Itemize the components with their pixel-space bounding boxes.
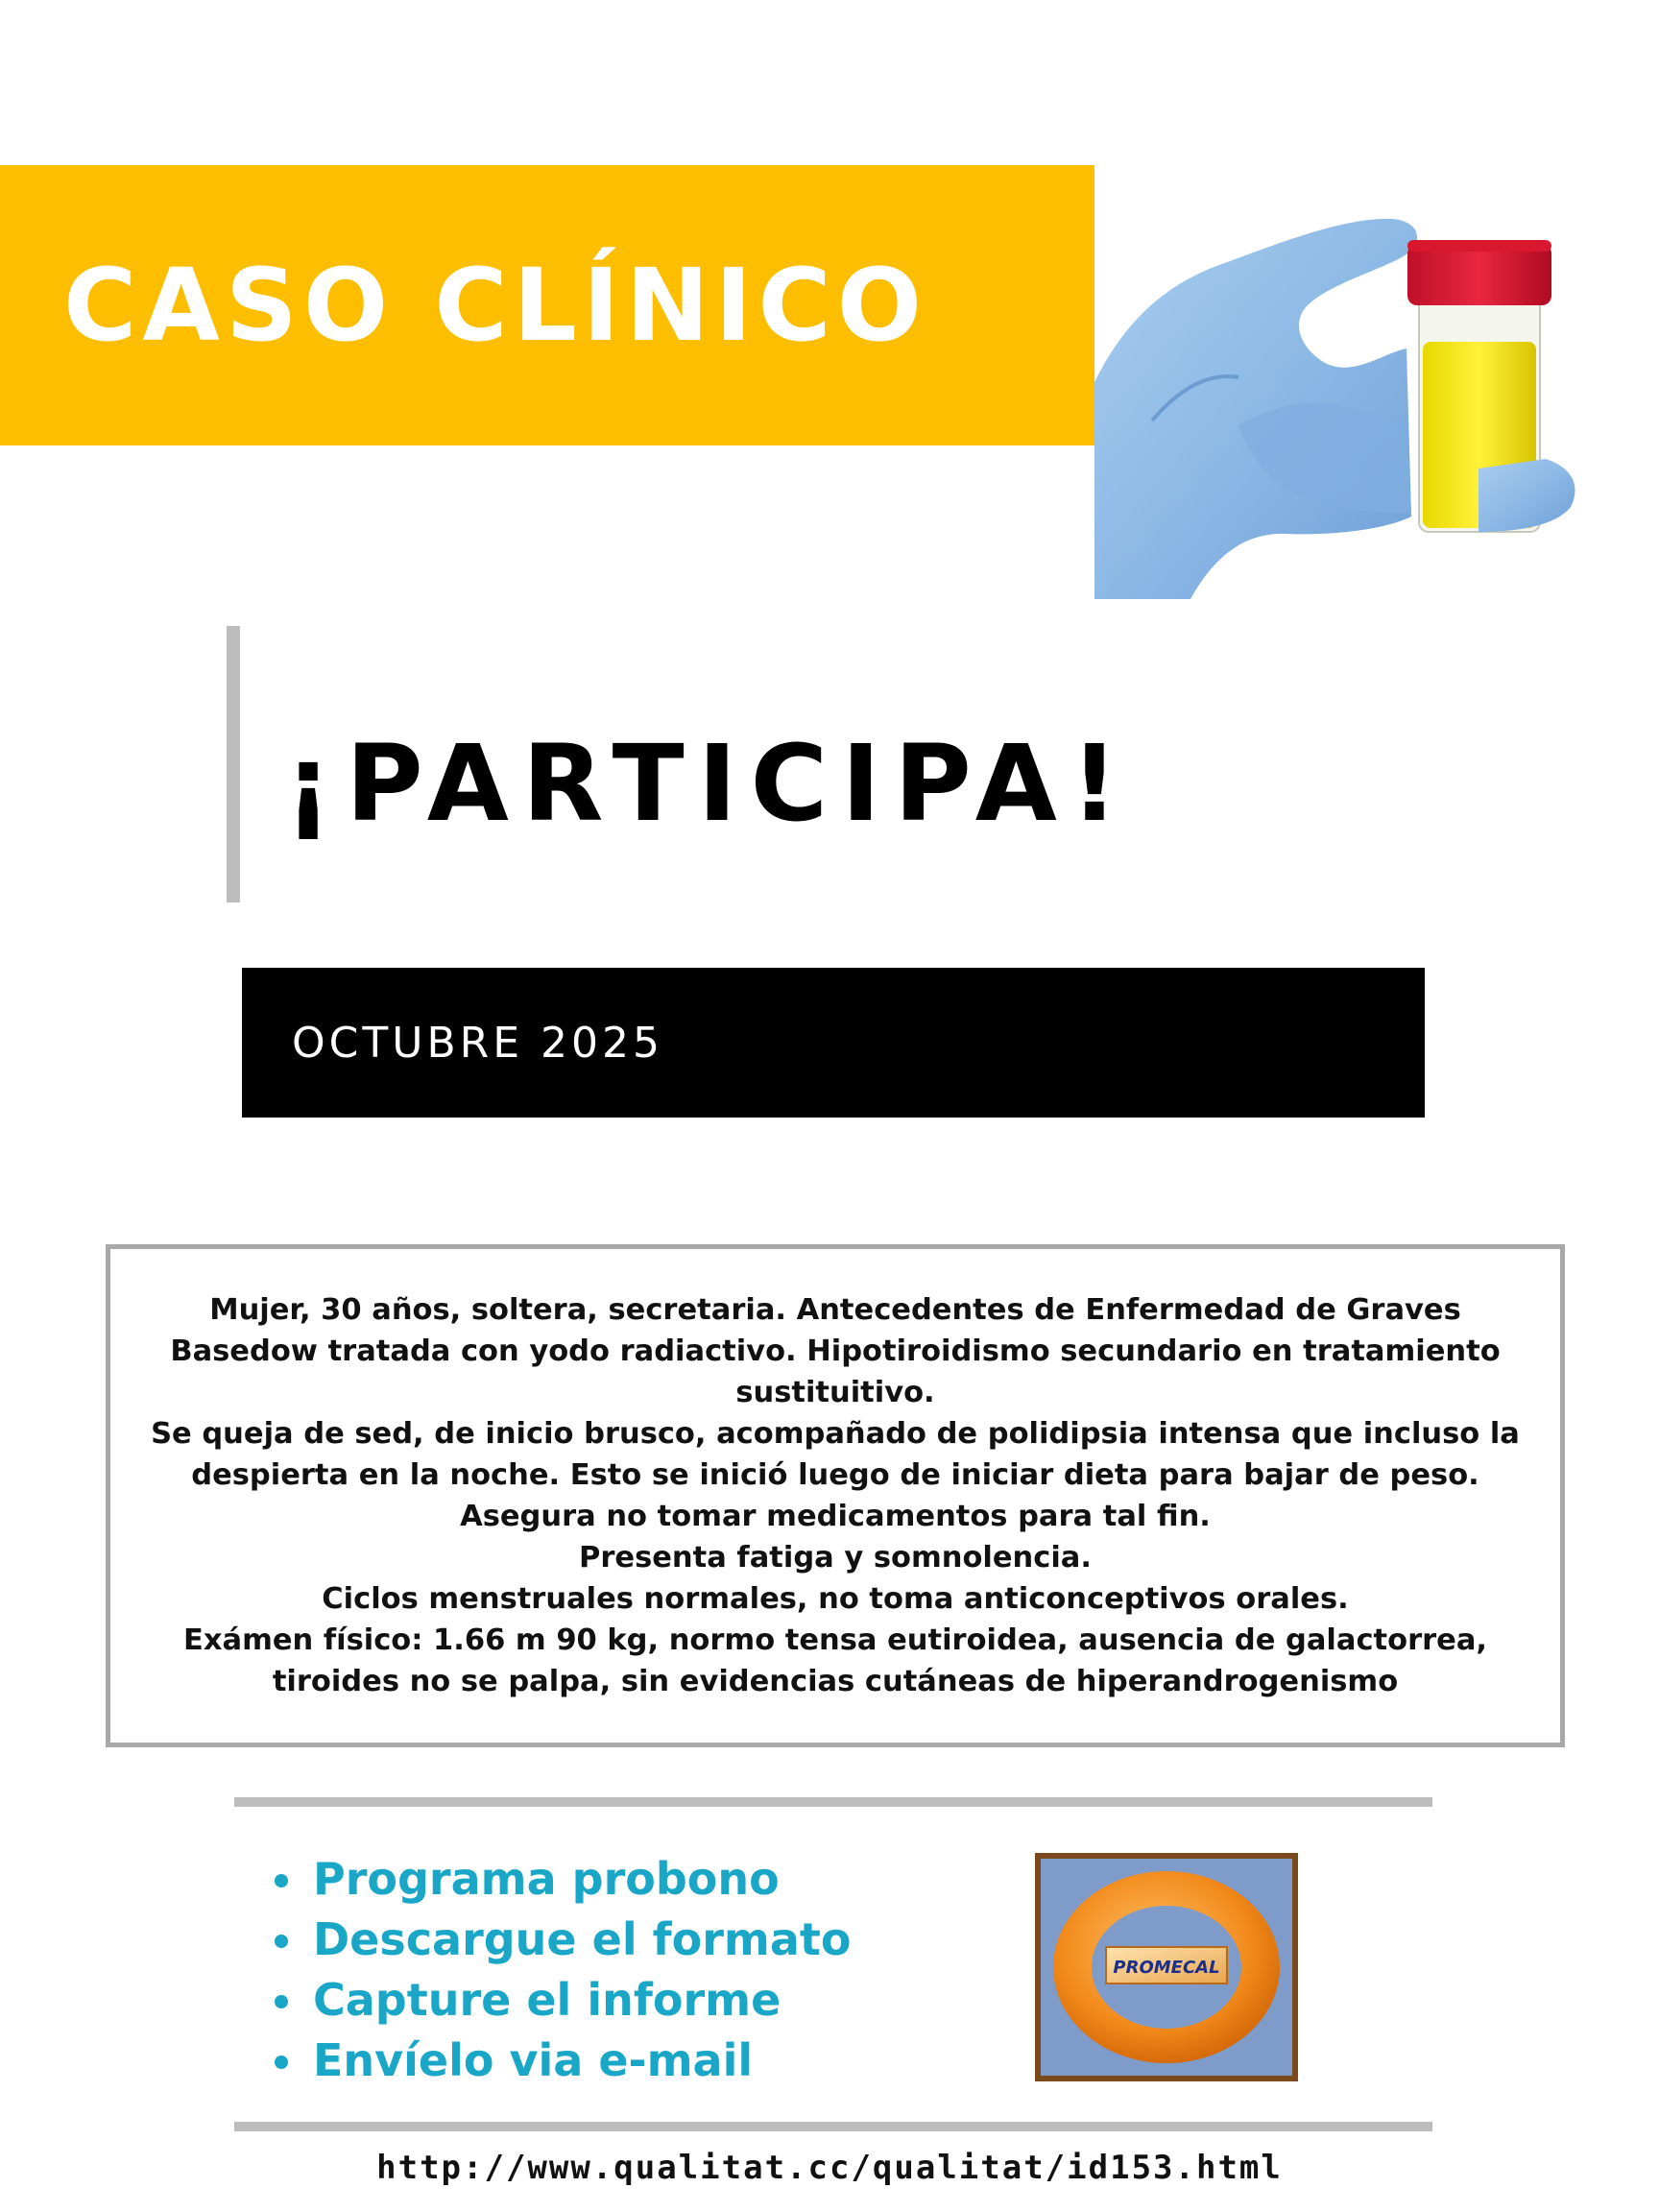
headline: ¡PARTICIPA!	[284, 722, 1133, 845]
banner-title: CASO CLÍNICO	[63, 247, 928, 364]
gloved-hand-urine-sample-icon	[1094, 180, 1580, 599]
case-description-box	[106, 1244, 1565, 1747]
list-item: Programa probono	[271, 1849, 852, 1910]
date-label: OCTUBRE 2025	[292, 1018, 663, 1068]
divider-top	[234, 1797, 1432, 1807]
title-banner	[0, 165, 1094, 445]
divider-bottom	[234, 2122, 1432, 2131]
case-line: Se queja de sed, de inicio brusco, acompañado de polidipsia intensa que incluso la	[151, 1417, 1520, 1451]
case-line: Asegura no tomar medicamentos para tal fin.	[460, 1500, 1211, 1533]
case-line: Exámen físico: 1.66 m 90 kg, normo tensa eutiroidea, ausencia de galactorrea,	[182, 1623, 1488, 1657]
promecal-logo	[1035, 1853, 1298, 2081]
list-item: Descargue el formato	[271, 1910, 852, 1970]
case-line: sustituitivo.	[735, 1376, 935, 1409]
case-line: despierta en la noche. Esto se inició luego de iniciar dieta para bajar de peso.	[191, 1458, 1479, 1492]
footer-url-link[interactable]: http://www.qualitat.cc/qualitat/id153.html	[376, 2149, 1283, 2187]
case-line: Mujer, 30 años, soltera, secretaria. Antecedentes de Enfermedad de Graves	[209, 1293, 1461, 1327]
urine-sample-photo	[1094, 180, 1580, 599]
date-banner	[242, 968, 1425, 1118]
steps-list	[271, 1849, 852, 2091]
case-line: Basedow tratada con yodo radiactivo. Hipotiroidismo secundario en tratamiento	[170, 1334, 1501, 1368]
case-line: tiroides no se palpa, sin evidencias cutáneas de hiperandrogenismo	[272, 1665, 1399, 1698]
logo-text: PROMECAL	[1113, 1958, 1220, 1978]
case-line: Ciclos menstruales normales, no toma anticonceptivos orales.	[322, 1582, 1349, 1616]
headline-accent-bar	[227, 626, 240, 902]
list-item: Capture el informe	[271, 1970, 852, 2031]
case-line: Presenta fatiga y somnolencia.	[579, 1541, 1092, 1575]
list-item: Envíelo via e-mail	[271, 2031, 852, 2091]
